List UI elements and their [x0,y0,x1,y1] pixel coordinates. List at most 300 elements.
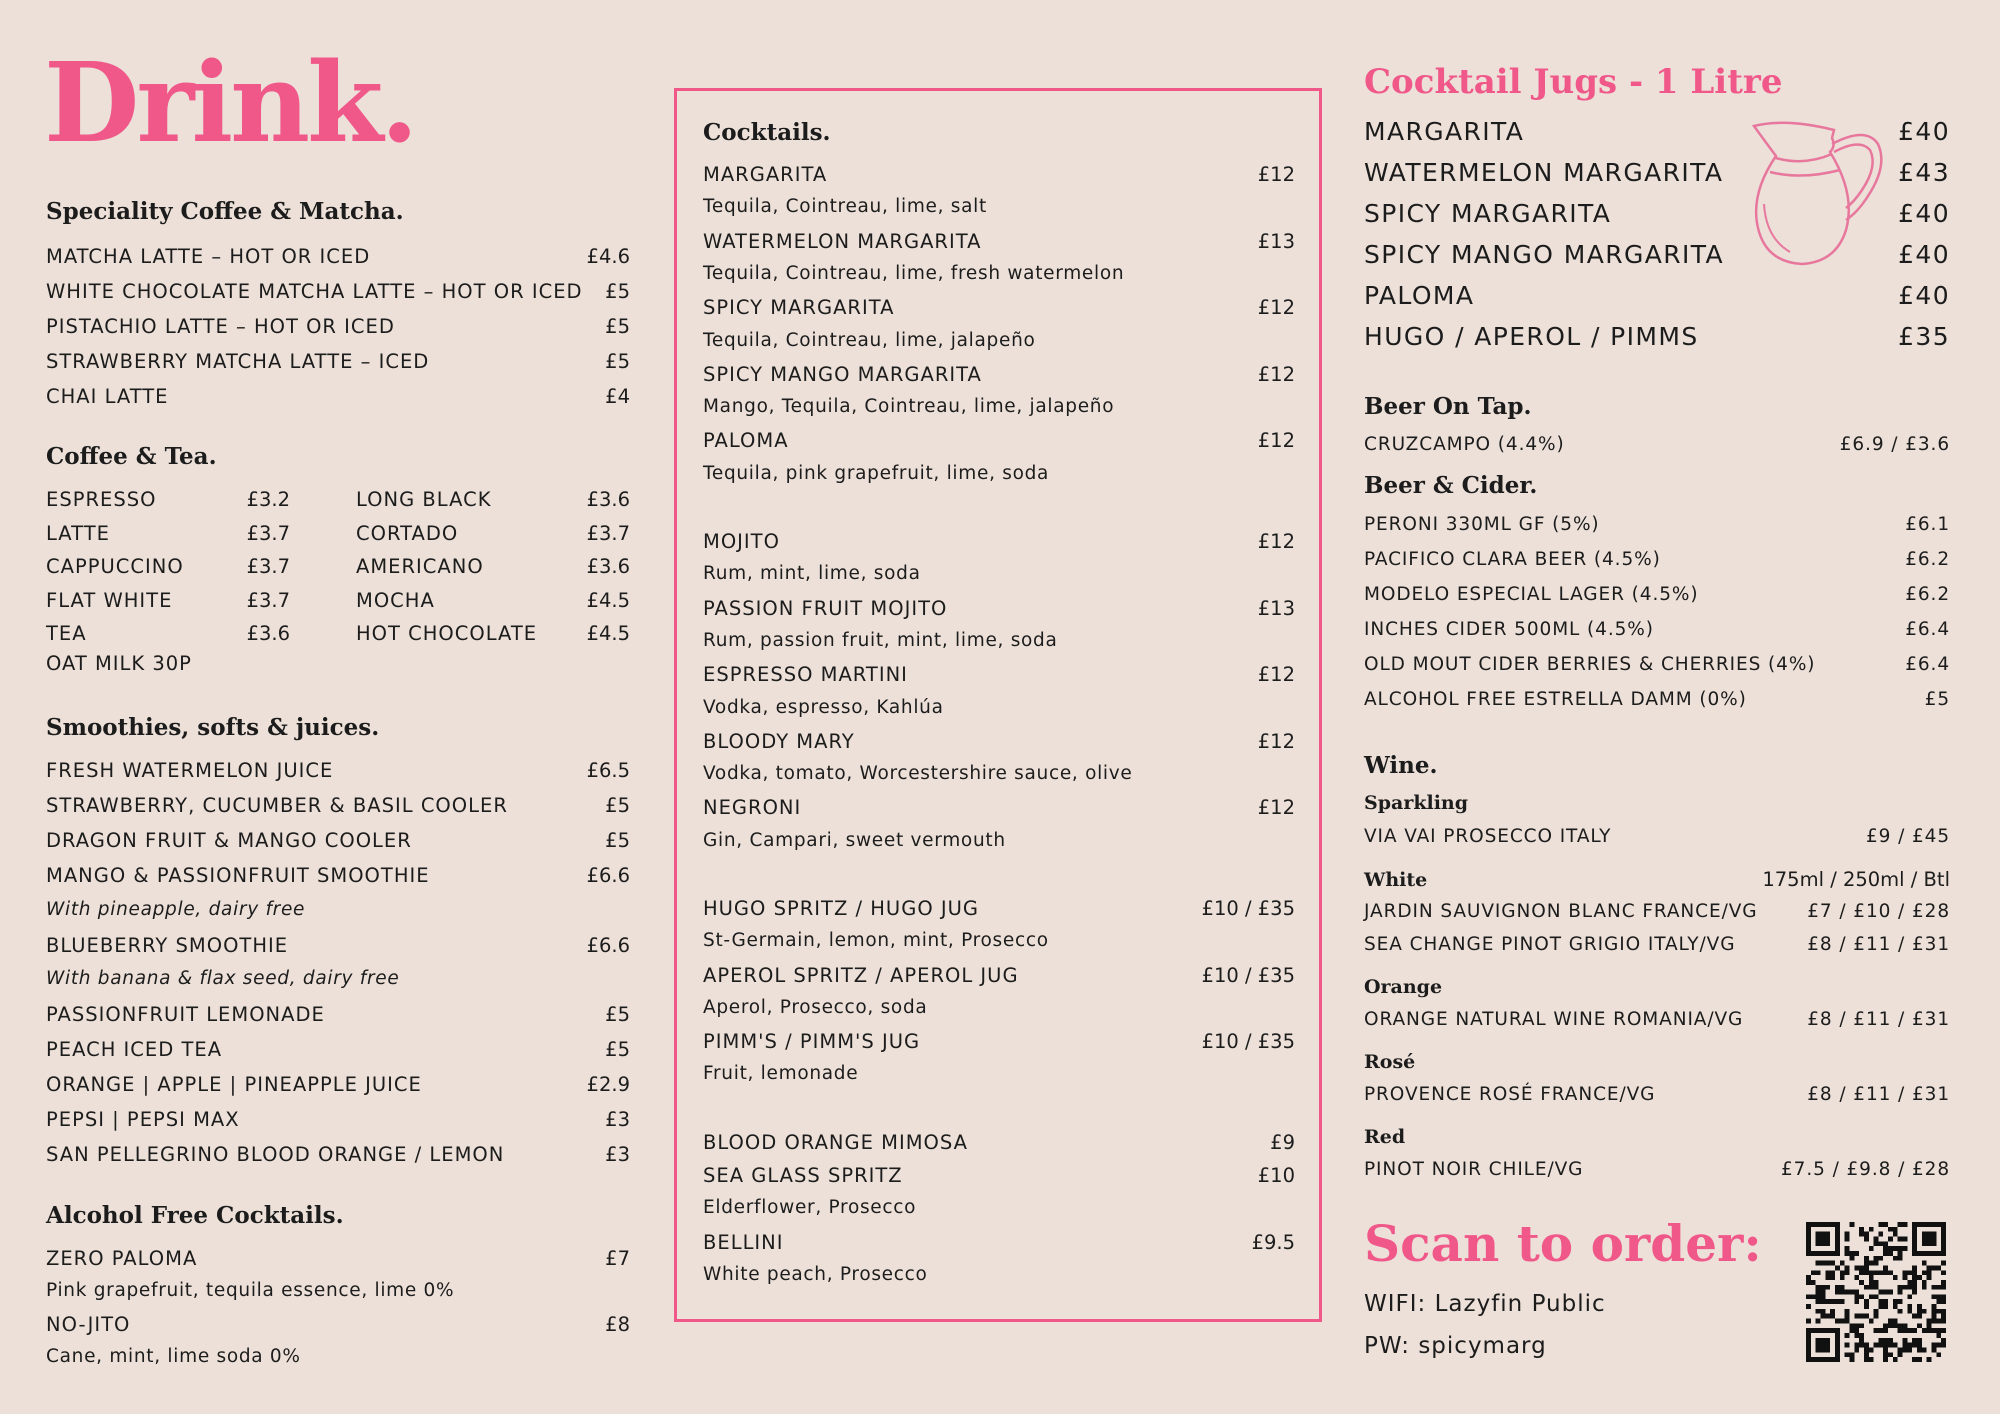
menu-item [703,1231,1295,1254]
item-name-text: HUGO / APEROL / PIMMS [1364,322,1699,351]
menu-item [46,1073,630,1096]
wine-label-red: Red [1364,1126,1406,1148]
item-price: £10 [1257,1164,1295,1187]
item-name [1364,1159,1583,1180]
item-name: CAPPUCCINO [46,555,184,578]
item-price: £6.6 [586,864,630,887]
item-price: £35 [1898,322,1950,351]
item-name [1364,322,1699,351]
item-name [1364,1009,1743,1030]
item-price: £6.5 [586,759,630,782]
menu-item [703,296,1295,319]
item-name [46,280,583,303]
item-name [1364,281,1474,310]
item-price: £5 [605,350,630,373]
menu-item [46,245,630,268]
item-name [1364,434,1565,455]
menu-item [356,622,630,645]
item-price: £43 [1898,158,1950,187]
menu-item [703,663,1295,686]
item-price: £3.7 [246,522,290,545]
item-name [46,1108,240,1131]
item-price: £12 [1257,363,1295,386]
item-name-text: PEACH ICED TEA [46,1038,223,1061]
menu-item [1364,934,1950,955]
item-price: £40 [1898,117,1950,146]
menu-item [46,522,290,545]
item-price: £12 [1257,296,1295,319]
item-price: £9 [1270,1131,1295,1154]
cocktails-panel [674,88,1322,1322]
menu-item [1364,1084,1950,1105]
item-option: – ICED [353,350,430,373]
item-name [46,350,429,373]
wine-label-white: White [1364,868,1428,891]
jug-icon [1746,116,1896,274]
item-price: £5 [605,315,630,338]
item-name-text: MATCHA LATTE [46,245,205,268]
wine-origin: CHILE/VG [1481,1159,1584,1180]
section-heading-coffee: Coffee & Tea. [46,443,217,470]
item-name [1364,934,1735,955]
item-name [1364,901,1758,922]
item-name: MOCHA [356,589,435,612]
item-name: LATTE [46,522,110,545]
menu-item [703,964,1295,987]
item-name [1364,1084,1655,1105]
item-name-text: BELLINI [703,1231,784,1254]
item-price: £13 [1257,597,1295,620]
item-name-text: ZERO PALOMA [46,1247,198,1270]
item-name [1364,240,1724,269]
left-column [46,0,630,1414]
item-name-text: PISTACHIO LATTE [46,315,229,338]
item-name [46,315,395,338]
item-price: £2.9 [586,1073,630,1096]
description-text: Aperol, Prosecco, soda [703,997,928,1018]
section-heading-alcohol-free: Alcohol Free Cocktails. [46,1202,344,1229]
item-price: £7 / £10 / £28 [1807,901,1950,922]
item-description [703,697,1295,718]
item-name [703,530,780,553]
item-name [703,363,982,386]
item-description [703,763,1295,784]
item-name-text: PASSIONFRUIT LEMONADE [46,1003,325,1026]
item-name [1364,158,1723,187]
item-name-text: DRAGON FRUIT & MANGO COOLER [46,829,412,852]
item-name-text: NO-JITO [46,1313,131,1336]
item-name-text: BLOOD ORANGE MIMOSA [703,1131,968,1154]
section-heading-wine: Wine. [1364,752,1438,779]
section-heading-beer-tap: Beer On Tap. [1364,393,1532,420]
item-name [1364,619,1654,640]
menu-item [1364,1159,1950,1180]
item-price: £5 [605,829,630,852]
section-heading-jugs: Cocktail Jugs - 1 Litre [1364,62,1783,102]
menu-item [703,897,1295,920]
item-name [1364,654,1815,675]
item-name [703,897,979,920]
item-name-text: STRAWBERRY, CUCUMBER & BASIL COOLER [46,794,508,817]
item-description [703,1063,1295,1084]
menu-item [1364,322,1950,351]
description-text: Rum, passion fruit, mint, lime, soda [703,630,1058,651]
item-name-text: PASSION FRUIT MOJITO [703,597,948,620]
item-price: £5 [1924,689,1950,710]
item-description [703,997,1295,1018]
item-price: £8 / £11 / £31 [1807,1084,1950,1105]
menu-item [1364,654,1950,675]
description-text: Tequila, Cointreau, lime, fresh watermelon [703,263,1125,284]
item-price: £3.2 [246,488,290,511]
item-description [703,1264,1295,1285]
item-price: £9 / £45 [1865,826,1950,847]
wine-origin: FRANCE/VG [1635,901,1758,922]
menu-item [46,315,630,338]
menu-item [1364,549,1950,570]
wine-origin: ITALY [1552,826,1612,847]
item-name [46,1143,504,1166]
menu-item [46,1003,630,1026]
item-price: £10 / £35 [1201,1030,1295,1053]
item-price: £3.7 [246,555,290,578]
item-price: £6.6 [586,934,630,957]
menu-item [46,864,630,887]
item-name-text: SEA GLASS SPRITZ [703,1164,903,1187]
item-price: £6.1 [1905,514,1950,535]
section-heading-speciality: Speciality Coffee & Matcha. [46,198,404,225]
menu-item [1364,514,1950,535]
menu-item [46,1313,630,1336]
item-description [46,968,630,989]
item-name-text: MODELO ESPECIAL LAGER (4.5%) [1364,584,1699,605]
page-title: Drink. [44,38,416,167]
item-price: £3.6 [586,488,630,511]
item-price: £6.2 [1905,549,1950,570]
menu-item [46,622,290,645]
item-name-text: WATERMELON MARGARITA [1364,158,1724,187]
description-text: Rum, mint, lime, soda [703,563,921,584]
item-price: £12 [1257,796,1295,819]
menu-item [1364,584,1950,605]
item-price: £40 [1898,240,1950,269]
menu-item [703,1131,1295,1154]
white-header-row [1364,868,1950,891]
menu-item [1364,689,1950,710]
item-name [1364,199,1611,228]
item-name [703,1164,903,1187]
section-heading-beer-cider: Beer & Cider. [1364,472,1538,499]
item-name [703,964,1019,987]
item-option: – HOT OR ICED [204,245,371,268]
item-name [703,597,947,620]
item-price: £6.4 [1905,619,1950,640]
item-description [703,563,1295,584]
item-price: £5 [605,1003,630,1026]
item-price: £40 [1898,199,1950,228]
item-price: £12 [1257,730,1295,753]
item-price: £3.7 [586,522,630,545]
qr-code-icon[interactable] [1806,1222,1946,1366]
menu-item [46,934,630,957]
item-name [703,296,894,319]
item-price: £3.6 [586,555,630,578]
item-name-text: SPICY MANGO MARGARITA [703,363,982,386]
menu-item [703,597,1295,620]
item-description [703,830,1295,851]
menu-item [46,385,630,408]
item-name-text: JARDIN SAUVIGNON BLANC [1364,901,1636,922]
description-text: Cane, mint, lime soda 0% [46,1346,301,1367]
item-name-text: ESPRESSO MARTINI [703,663,908,686]
item-name [1364,117,1524,146]
description-text: Mango, Tequila, Cointreau, lime, jalapeño [703,396,1115,417]
item-name-text: PINOT NOIR [1364,1159,1482,1180]
item-name-text: PACIFICO CLARA BEER (4.5%) [1364,549,1661,570]
right-column [1364,0,1950,1414]
menu-item [703,1164,1295,1187]
item-name: TEA [46,622,87,645]
menu-item [46,589,290,612]
item-name-text: HUGO SPRITZ / HUGO JUG [703,897,979,920]
item-price: £6.9 / £3.6 [1839,434,1950,455]
section-heading-cocktails: Cocktails. [703,119,831,146]
description-text: Tequila, Cointreau, lime, jalapeño [703,330,1036,351]
item-description [46,899,630,920]
item-name-text: INCHES CIDER 500ML (4.5%) [1364,619,1654,640]
item-name-text: PROVENCE ROSÉ [1364,1084,1534,1105]
item-name [46,245,370,268]
item-name-text: WHITE CHOCOLATE MATCHA LATTE [46,280,417,303]
item-description [703,263,1295,284]
password-text: PW: spicymarg [1364,1333,1547,1359]
item-price: £9.5 [1251,1231,1295,1254]
wine-origin: FRANCE/VG [1533,1084,1656,1105]
item-name-text: SAN PELLEGRINO BLOOD ORANGE / LEMON [46,1143,505,1166]
item-name-text: MANGO & PASSIONFRUIT SMOOTHIE [46,864,430,887]
item-name [703,663,908,686]
item-name-text: NEGRONI [703,796,802,819]
item-name-text: SPICY MARGARITA [703,296,895,319]
description-text: Gin, Campari, sweet vermouth [703,830,1006,851]
wifi-text: WIFI: Lazyfin Public [1364,1291,1606,1317]
oat-milk-note: OAT MILK 30P [46,652,192,675]
menu-item [1364,619,1950,640]
item-description [703,196,1295,217]
item-name: LONG BLACK [356,488,492,511]
wine-label-orange: Orange [1364,976,1443,998]
scan-to-order-heading: Scan to order: [1364,1214,1762,1273]
item-name [703,1231,784,1254]
item-name [46,385,169,408]
item-name [46,864,430,887]
item-name [1364,689,1747,710]
item-name [46,1073,422,1096]
item-price: £5 [605,280,630,303]
item-name [1364,514,1600,535]
item-description [703,463,1295,484]
item-name [703,1131,968,1154]
description-text: White peach, Prosecco [703,1264,928,1285]
item-name [703,163,827,186]
menu-item [46,759,630,782]
item-description [46,1280,630,1301]
menu-item [703,796,1295,819]
menu-item [1364,1009,1950,1030]
menu-item [46,488,290,511]
item-name-text: VIA VAI PROSECCO [1364,826,1553,847]
item-name [703,730,855,753]
item-price: £4.5 [586,589,630,612]
menu-item [46,555,290,578]
item-name [703,1030,920,1053]
menu-item [1364,281,1950,310]
item-description [703,630,1295,651]
menu-item [1364,434,1950,455]
description-text: Tequila, Cointreau, lime, salt [703,196,987,217]
menu-item [356,522,630,545]
item-name-text: CRUZCAMPO (4.4%) [1364,434,1565,455]
menu-item [46,1038,630,1061]
menu-item [46,1247,630,1270]
item-price: £8 / £11 / £31 [1807,934,1950,955]
item-price: £5 [605,1038,630,1061]
wine-sizes: 175ml / 250ml / Btl [1762,868,1950,891]
item-price: £4 [605,385,630,408]
item-price: £5 [605,794,630,817]
menu-item [46,1143,630,1166]
wine-label-sparkling: Sparkling [1364,792,1469,814]
item-price: £12 [1257,663,1295,686]
item-name [46,1003,325,1026]
item-price: £3 [605,1108,630,1131]
item-name-text: BLUEBERRY SMOOTHIE [46,934,289,957]
item-name [46,1247,197,1270]
item-name [703,230,981,253]
item-price: £40 [1898,281,1950,310]
item-name-text: MARGARITA [703,163,828,186]
item-price: £7 [605,1247,630,1270]
item-name-text: SEA CHANGE PINOT GRIGIO [1364,934,1642,955]
menu-item [46,280,630,303]
item-price: £3.7 [246,589,290,612]
menu-item [703,230,1295,253]
description-text: With banana & flax seed, dairy free [46,968,400,989]
item-name [703,429,789,452]
menu-item [46,1108,630,1131]
menu-item [46,350,630,373]
item-description [703,930,1295,951]
item-name [46,794,508,817]
item-name-text: BLOODY MARY [703,730,855,753]
item-price: £7.5 / £9.8 / £28 [1781,1159,1950,1180]
item-name-text: CHAI LATTE [46,385,169,408]
menu-item [703,429,1295,452]
menu-item [703,530,1295,553]
item-name-text: PERONI 330ML GF (5%) [1364,514,1600,535]
item-option: – HOT OR ICED [416,280,583,303]
item-price: £8 / £11 / £31 [1807,1009,1950,1030]
description-text: Pink grapefruit, tequila essence, lime 0% [46,1280,455,1301]
menu-item [356,488,630,511]
item-price: £12 [1257,163,1295,186]
item-price: £4.5 [586,622,630,645]
item-price: £12 [1257,530,1295,553]
menu-item [1364,826,1950,847]
item-price: £12 [1257,429,1295,452]
item-description [703,396,1295,417]
menu-item [46,794,630,817]
wine-origin: ROMANIA/VG [1606,1009,1744,1030]
item-name [1364,584,1699,605]
item-name-text: ORANGE | APPLE | PINEAPPLE JUICE [46,1073,422,1096]
menu-item [703,363,1295,386]
description-text: Fruit, lemonade [703,1063,859,1084]
item-name-text: MOJITO [703,530,780,553]
menu-item [356,555,630,578]
item-name [1364,549,1661,570]
description-text: Vodka, espresso, Kahlúa [703,697,944,718]
menu-item [703,730,1295,753]
item-name-text: APEROL SPRITZ / APEROL JUG [703,964,1019,987]
item-name [46,1313,130,1336]
section-heading-smoothies: Smoothies, softs & juices. [46,714,380,741]
item-name-text: SPICY MANGO MARGARITA [1364,240,1725,269]
item-name [46,1038,222,1061]
item-name-text: WATERMELON MARGARITA [703,230,982,253]
item-name-text: ORANGE NATURAL WINE [1364,1009,1607,1030]
menu-item [703,1030,1295,1053]
description-text: Elderflower, Prosecco [703,1197,917,1218]
item-description [703,1197,1295,1218]
wine-origin: ITALY/VG [1641,934,1736,955]
item-price: £10 / £35 [1201,964,1295,987]
item-name [1364,826,1611,847]
item-name-text: PALOMA [703,429,789,452]
item-price: £3.6 [246,622,290,645]
menu-item [1364,901,1950,922]
item-price: £10 / £35 [1201,897,1295,920]
menu-item [356,589,630,612]
item-price: £8 [605,1313,630,1336]
item-name-text: FRESH WATERMELON JUICE [46,759,334,782]
description-text: St-Germain, lemon, mint, Prosecco [703,930,1049,951]
description-text: Tequila, pink grapefruit, lime, soda [703,463,1050,484]
item-description [703,330,1295,351]
item-name [703,796,801,819]
item-option: – HOT OR ICED [228,315,395,338]
item-name [46,829,412,852]
item-name-text: PIMM'S / PIMM'S JUG [703,1030,921,1053]
item-name: AMERICANO [356,555,484,578]
menu-item [46,829,630,852]
item-name-text: STRAWBERRY MATCHA LATTE [46,350,354,373]
item-name: ESPRESSO [46,488,157,511]
item-name-text: SPICY MARGARITA [1364,199,1612,228]
description-text: With pineapple, dairy free [46,899,306,920]
item-price: £6.4 [1905,654,1950,675]
item-name [46,934,288,957]
item-name-text: PEPSI | PEPSI MAX [46,1108,240,1131]
item-name: HOT CHOCOLATE [356,622,538,645]
item-price: £3 [605,1143,630,1166]
item-name [46,759,333,782]
item-price: £4.6 [586,245,630,268]
item-name-text: OLD MOUT CIDER BERRIES & CHERRIES (4%) [1364,654,1816,675]
item-name: CORTADO [356,522,459,545]
item-price: £13 [1257,230,1295,253]
description-text: Vodka, tomato, Worcestershire sauce, olive [703,763,1133,784]
